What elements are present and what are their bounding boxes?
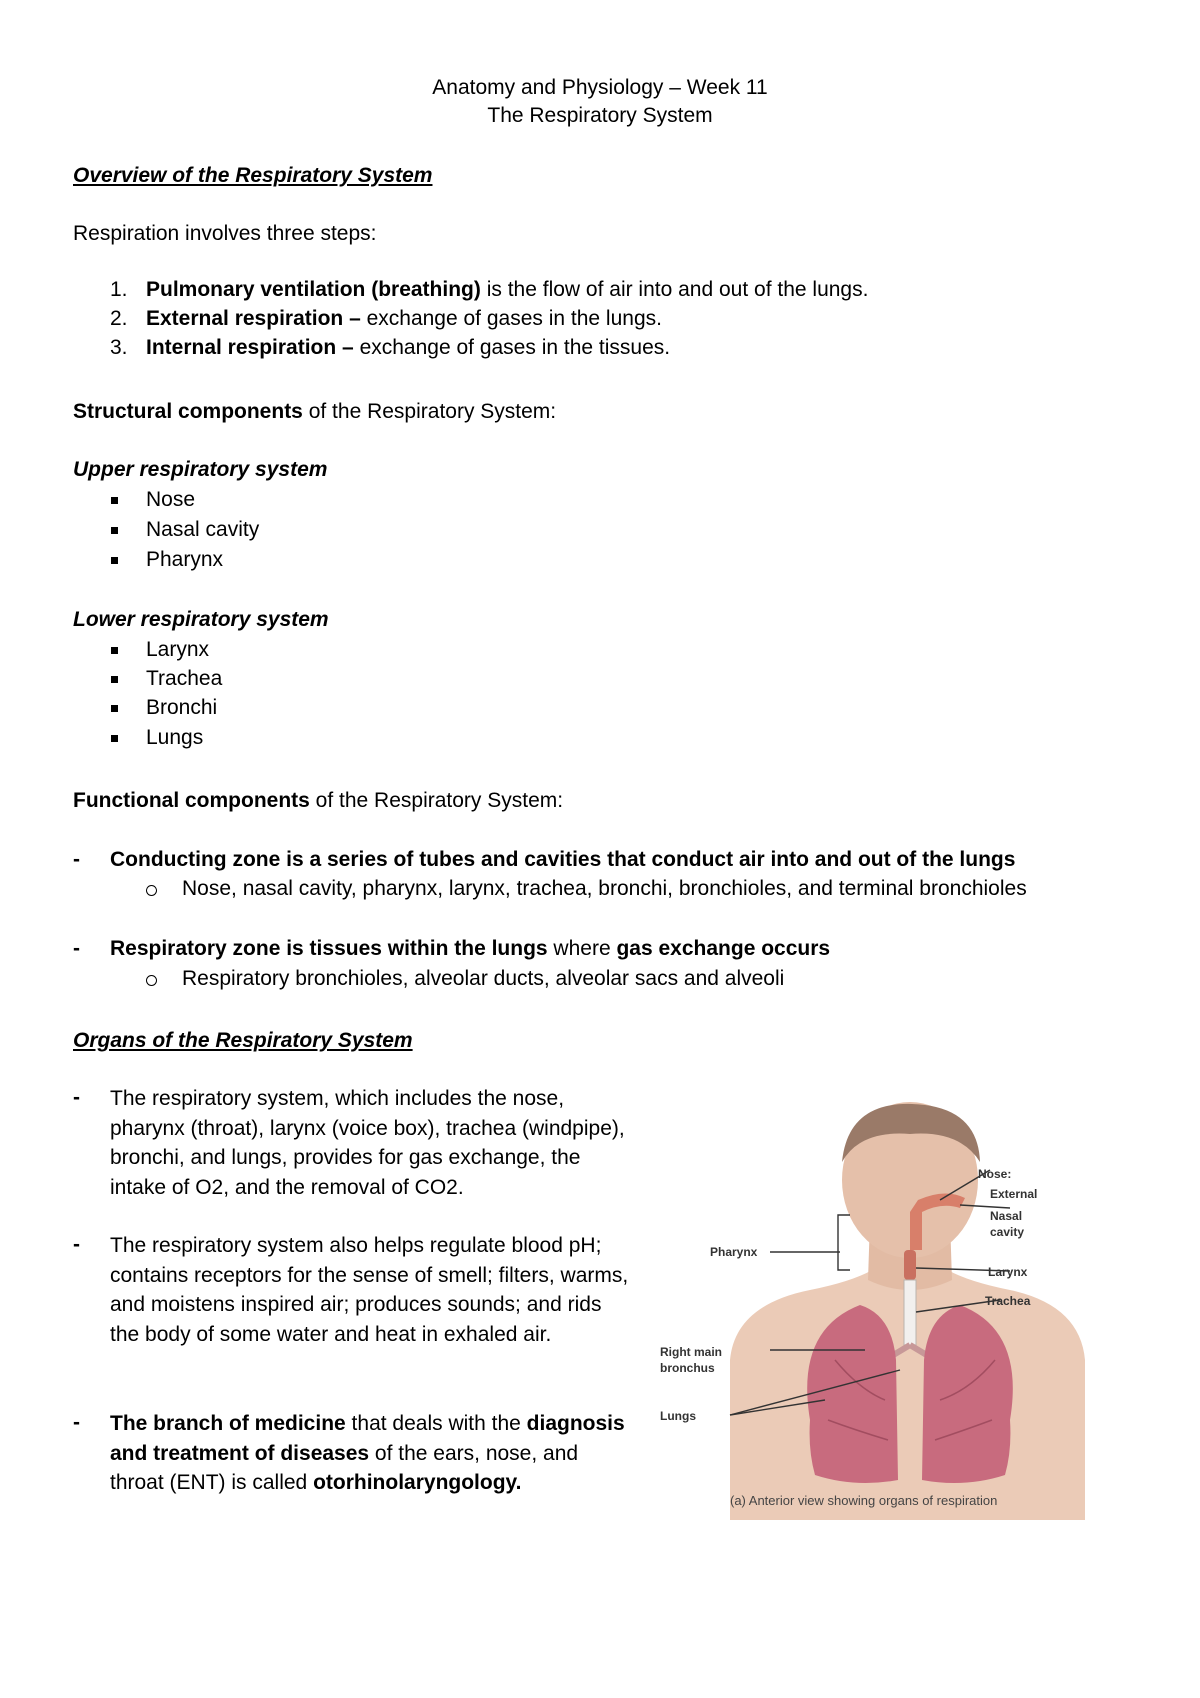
structural-components-line: [73, 398, 556, 426]
ent-text-a: that deals with the: [345, 1412, 527, 1435]
step-desc: is the flow of air into and out of the lungs.: [480, 278, 869, 301]
step-number: 2.: [110, 307, 128, 330]
bullet-square-icon: [111, 735, 118, 742]
respiratory-zone-examples: Respiratory bronchioles, alveolar ducts, alveolar sacs and alveoli: [182, 967, 785, 990]
ent-term-c: otorhinolaryngology.: [313, 1471, 522, 1495]
label-trachea: Trachea: [985, 1294, 1031, 1308]
respiratory-organs-figure: [660, 1100, 1150, 1520]
label-lungs: Lungs: [660, 1409, 696, 1423]
bullet-square-icon: [111, 497, 118, 504]
functional-rest: of the Respiratory System:: [309, 789, 564, 812]
label-right-main: Right main: [660, 1345, 722, 1359]
trachea-shape: [904, 1280, 916, 1345]
figure-caption: (a) Anterior view showing organs of respiration: [730, 1493, 998, 1508]
lower-respiratory-heading: Lower respiratory system: [73, 608, 329, 631]
bullet-square-icon: [111, 676, 118, 683]
ent-term-b: diagnosis and treatment of diseases: [110, 1412, 625, 1465]
step-desc: exchange of gases in the tissues.: [353, 336, 671, 359]
overview-heading: Overview of the Respiratory System: [73, 164, 433, 187]
upper-item: Nose: [146, 488, 196, 511]
bullet-circle-icon: [146, 975, 157, 986]
label-external: External: [990, 1187, 1038, 1201]
step-number: 1.: [110, 278, 128, 301]
bullet-square-icon: [111, 647, 118, 654]
dash-bullet: -: [73, 848, 80, 871]
dash-bullet: -: [73, 1233, 80, 1256]
structural-rest: of the Respiratory System:: [302, 400, 557, 423]
step-term: Internal respiration –: [146, 336, 354, 359]
step-item: [146, 305, 662, 333]
functional-components-line: [73, 787, 563, 815]
lower-item: Trachea: [146, 667, 223, 690]
document-title: Anatomy and Physiology – Week 11: [432, 76, 768, 99]
bullet-square-icon: [111, 705, 118, 712]
respiratory-zone-where: where: [547, 937, 617, 960]
organs-heading: Organs of the Respiratory System: [73, 1029, 413, 1052]
label-pharynx: Pharynx: [710, 1245, 758, 1259]
upper-item: Nasal cavity: [146, 518, 260, 541]
label-bronchus: bronchus: [660, 1361, 715, 1375]
dash-bullet: -: [73, 1411, 80, 1434]
label-larynx: Larynx: [988, 1265, 1028, 1279]
functional-term: Functional components: [73, 789, 310, 812]
upper-respiratory-heading: Upper respiratory system: [73, 458, 328, 481]
bullet-square-icon: [111, 557, 118, 564]
gas-exchange-term: gas exchange occurs: [616, 937, 831, 960]
structural-term: Structural components: [73, 400, 303, 423]
step-item: [146, 334, 670, 362]
label-nose: Nose:: [978, 1167, 1012, 1181]
step-term: Pulmonary ventilation (breathing): [146, 278, 481, 301]
functions-paragraph: The respiratory system also helps regulate blood pH; contains receptors for the sense of smell; filters, warms, and moistens inspired air; produces sounds; and rids the body of some water and heat in exhaled air.: [110, 1234, 629, 1346]
conducting-zone-examples: Nose, nasal cavity, pharynx, larynx, trachea, bronchi, bronchioles, and terminal bronchioles: [182, 877, 1027, 900]
dash-bullet: -: [73, 937, 80, 960]
respiratory-zone-term: Respiratory zone is tissues within the lungs: [110, 937, 548, 960]
ent-term-a: The branch of medicine: [110, 1412, 346, 1435]
lower-item: Larynx: [146, 638, 210, 661]
label-cavity: cavity: [990, 1225, 1025, 1239]
larynx-shape: [904, 1250, 916, 1280]
respiratory-zone: [110, 935, 830, 963]
conducting-zone: Conducting zone is a series of tubes and cavities that conduct air into and out of the lungs: [110, 848, 1016, 871]
step-number: 3.: [110, 336, 128, 359]
organs-paragraph: The respiratory system, which includes the nose, pharynx (throat), larynx (voice box), trachea (windpipe), bronchi, and lungs, provides for gas exchange, the intake of O2, and the removal of CO2.: [110, 1087, 625, 1199]
bullet-circle-icon: [146, 885, 157, 896]
dash-bullet: -: [73, 1086, 80, 1109]
ent-paragraph: [110, 1409, 635, 1498]
respiration-intro: Respiration involves three steps:: [73, 222, 377, 245]
step-term: External respiration –: [146, 307, 361, 330]
step-item: [146, 276, 868, 304]
bullet-square-icon: [111, 527, 118, 534]
label-nasal: Nasal: [990, 1209, 1023, 1223]
lower-item: Lungs: [146, 726, 204, 749]
lower-item: Bronchi: [146, 696, 218, 719]
upper-item: Pharynx: [146, 548, 224, 571]
step-desc: exchange of gases in the lungs.: [360, 307, 662, 330]
document-subtitle: The Respiratory System: [487, 104, 713, 127]
ent-text-b: of the ears, nose, and throat (ENT) is called: [110, 1441, 579, 1495]
